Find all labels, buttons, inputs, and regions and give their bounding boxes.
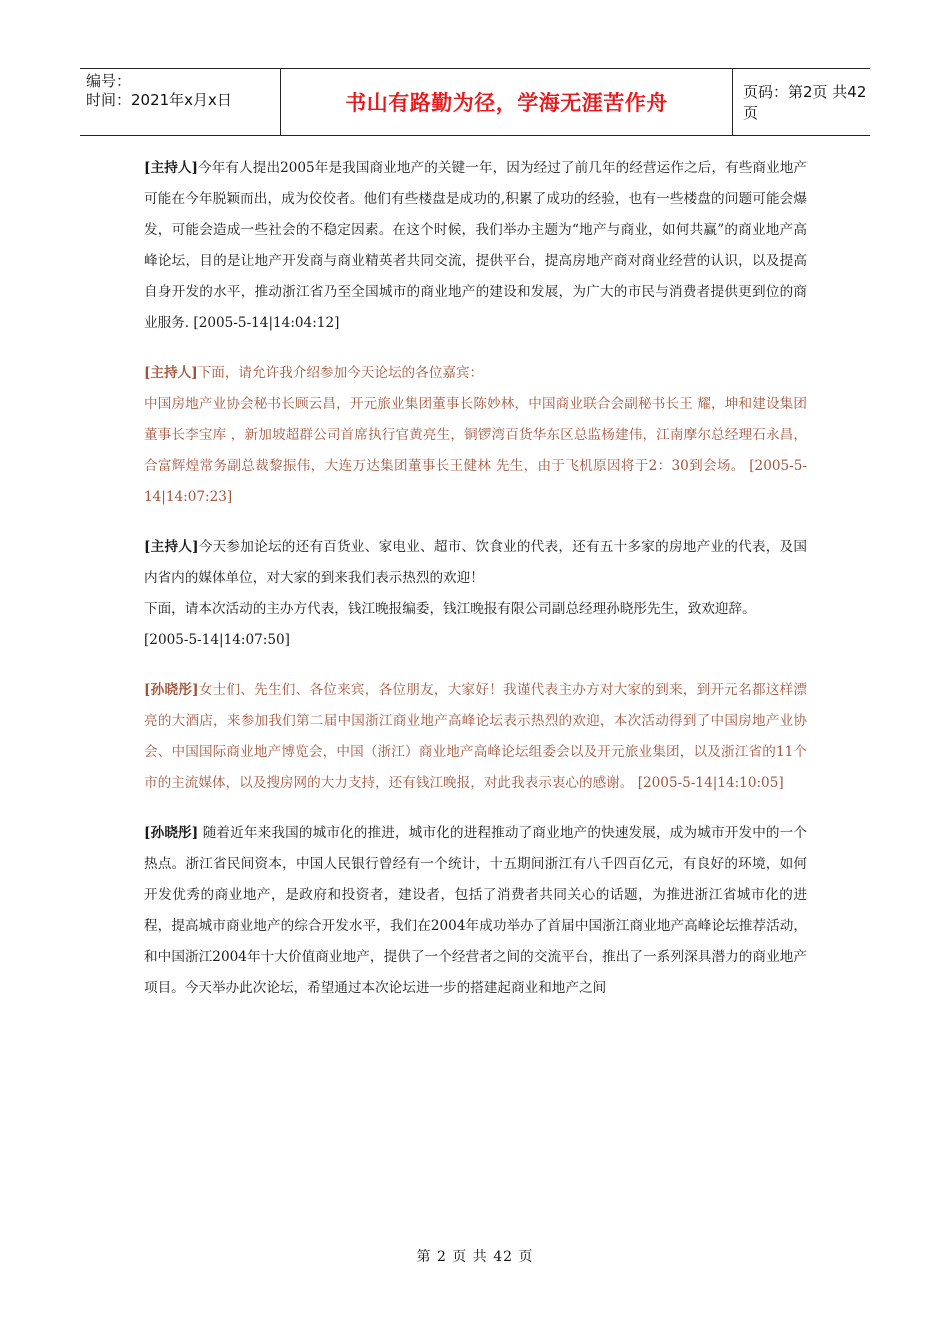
paragraph-line <box>144 818 807 1004</box>
paragraph-line <box>144 532 807 594</box>
page-footer: 第 2 页 共 42 页 <box>416 1249 534 1265</box>
paragraph-line: [2005-5-14|14:07:50] <box>144 632 290 648</box>
paragraph-text: 今天参加论坛的还有百货业、家电业、超市、饮食业的代表，还有五十多家的房地产业的代表，及国内省内的媒体单位，对大家的到来我们表示热烈的欢迎！ <box>144 539 807 586</box>
speaker-label: [孙晓彤] <box>144 682 199 698</box>
paragraph-line: 中国房地产业协会秘书长顾云昌，开元旅业集团董事长陈妙林，中国商业联合会副秘书长王 耀，坤和建设集团董事长李宝库 ，新加坡超群公司首席执行官黄亮生，铜锣湾百货华东区总监杨建伟，江南摩尔总经理石永昌，合富辉煌常务副总裁黎振伟，大连万达集团董事长王健林 先生，由于飞机原因将于2：30到会场。 [2005-5-14|14:07:23] <box>144 396 807 505</box>
speaker-label: [主持人] <box>144 160 198 176</box>
number-label: 编号： <box>86 72 132 90</box>
time-label: 时间：2021年x月x日 <box>86 91 232 109</box>
paragraph-2 <box>144 358 807 513</box>
speaker-label: [主持人] <box>144 365 198 381</box>
page-header <box>80 68 870 136</box>
paragraph-line <box>144 358 807 389</box>
paragraph-5 <box>144 818 807 1004</box>
paragraph-text: 女士们、先生们、各位来宾，各位朋友，大家好！我谨代表主办方对大家的到来，到开元名都这样漂亮的大酒店，来参加我们第二届中国浙江商业地产高峰论坛表示热烈的欢迎，本次活动得到了中国房地产业协会、中国国际商业地产博览会，中国（浙江）商业地产高峰论坛组委会以及开元旅业集团，以及浙江省的11个市的主流媒体，以及搜房网的大力支持，还有钱江晚报，对此我表示衷心的感谢。 [2005-5-14|14:10:05] <box>144 682 807 791</box>
paragraph-text: 随着近年来我国的城市化的推进，城市化的进程推动了商业地产的快速发展，成为城市开发中的一个热点。浙江省民间资本，中国人民银行曾经有一个统计，十五期间浙江有八千四百亿元，有良好的环境，如何开发优秀的商业地产，是政府和投资者，建设者，包括了消费者共同关心的话题，为推进浙江省城市化的进程，提高城市商业地产的综合开发水平，我们在2004年成功举办了首届中国浙江商业地产高峰论坛推荐活动，和中国浙江2004年十大价值商业地产，提供了一个经营者之间的交流平台，推出了一系列深具潜力的商业地产项目。今天举办此次论坛，希望通过本次论坛进一步的搭建起商业和地产之间 <box>144 825 807 996</box>
speaker-label: [主持人] <box>144 539 199 555</box>
paragraph-3 <box>144 532 807 656</box>
paragraph-line <box>144 675 807 799</box>
header-motto: 书山有路勤为径，学海无涯苦作舟 <box>281 69 733 135</box>
paragraph-line: 下面，请本次活动的主办方代表，钱江晚报编委，钱江晚报有限公司副总经理孙晓彤先生，致欢迎辞。 <box>144 601 756 617</box>
paragraph-4 <box>144 675 807 799</box>
paragraph-text: 下面，请允许我介绍参加今天论坛的各位嘉宾： <box>197 365 484 381</box>
paragraph-line <box>144 153 807 339</box>
paragraph-1 <box>144 153 807 339</box>
paragraph-text: 今年有人提出2005年是我国商业地产的关键一年，因为经过了前几年的经营运作之后，有些商业地产可能在今年脱颖而出，成为佼佼者。他们有些楼盘是成功的,积累了成功的经验，也有一些楼盘的问题可能会爆发，可能会造成一些社会的不稳定因素。在这个时候，我们举办主题为“地产与商业，如何共赢”的商业地产高峰论坛，目的是让地产开发商与商业精英者共同交流，提供平台，提高房地产商对商业经营的认识，以及提高自身开发的水平，推动浙江省乃至全国城市的商业地产的建设和发展，为广大的市民与消费者提供更到位的商业服务. [2005-5-14|14:04:12] <box>144 160 808 331</box>
document-body <box>144 153 807 1023</box>
speaker-label: [孙晓彤] <box>144 825 199 841</box>
header-meta <box>80 69 281 135</box>
header-page-label: 页码：第2页 共42页 <box>743 83 867 122</box>
